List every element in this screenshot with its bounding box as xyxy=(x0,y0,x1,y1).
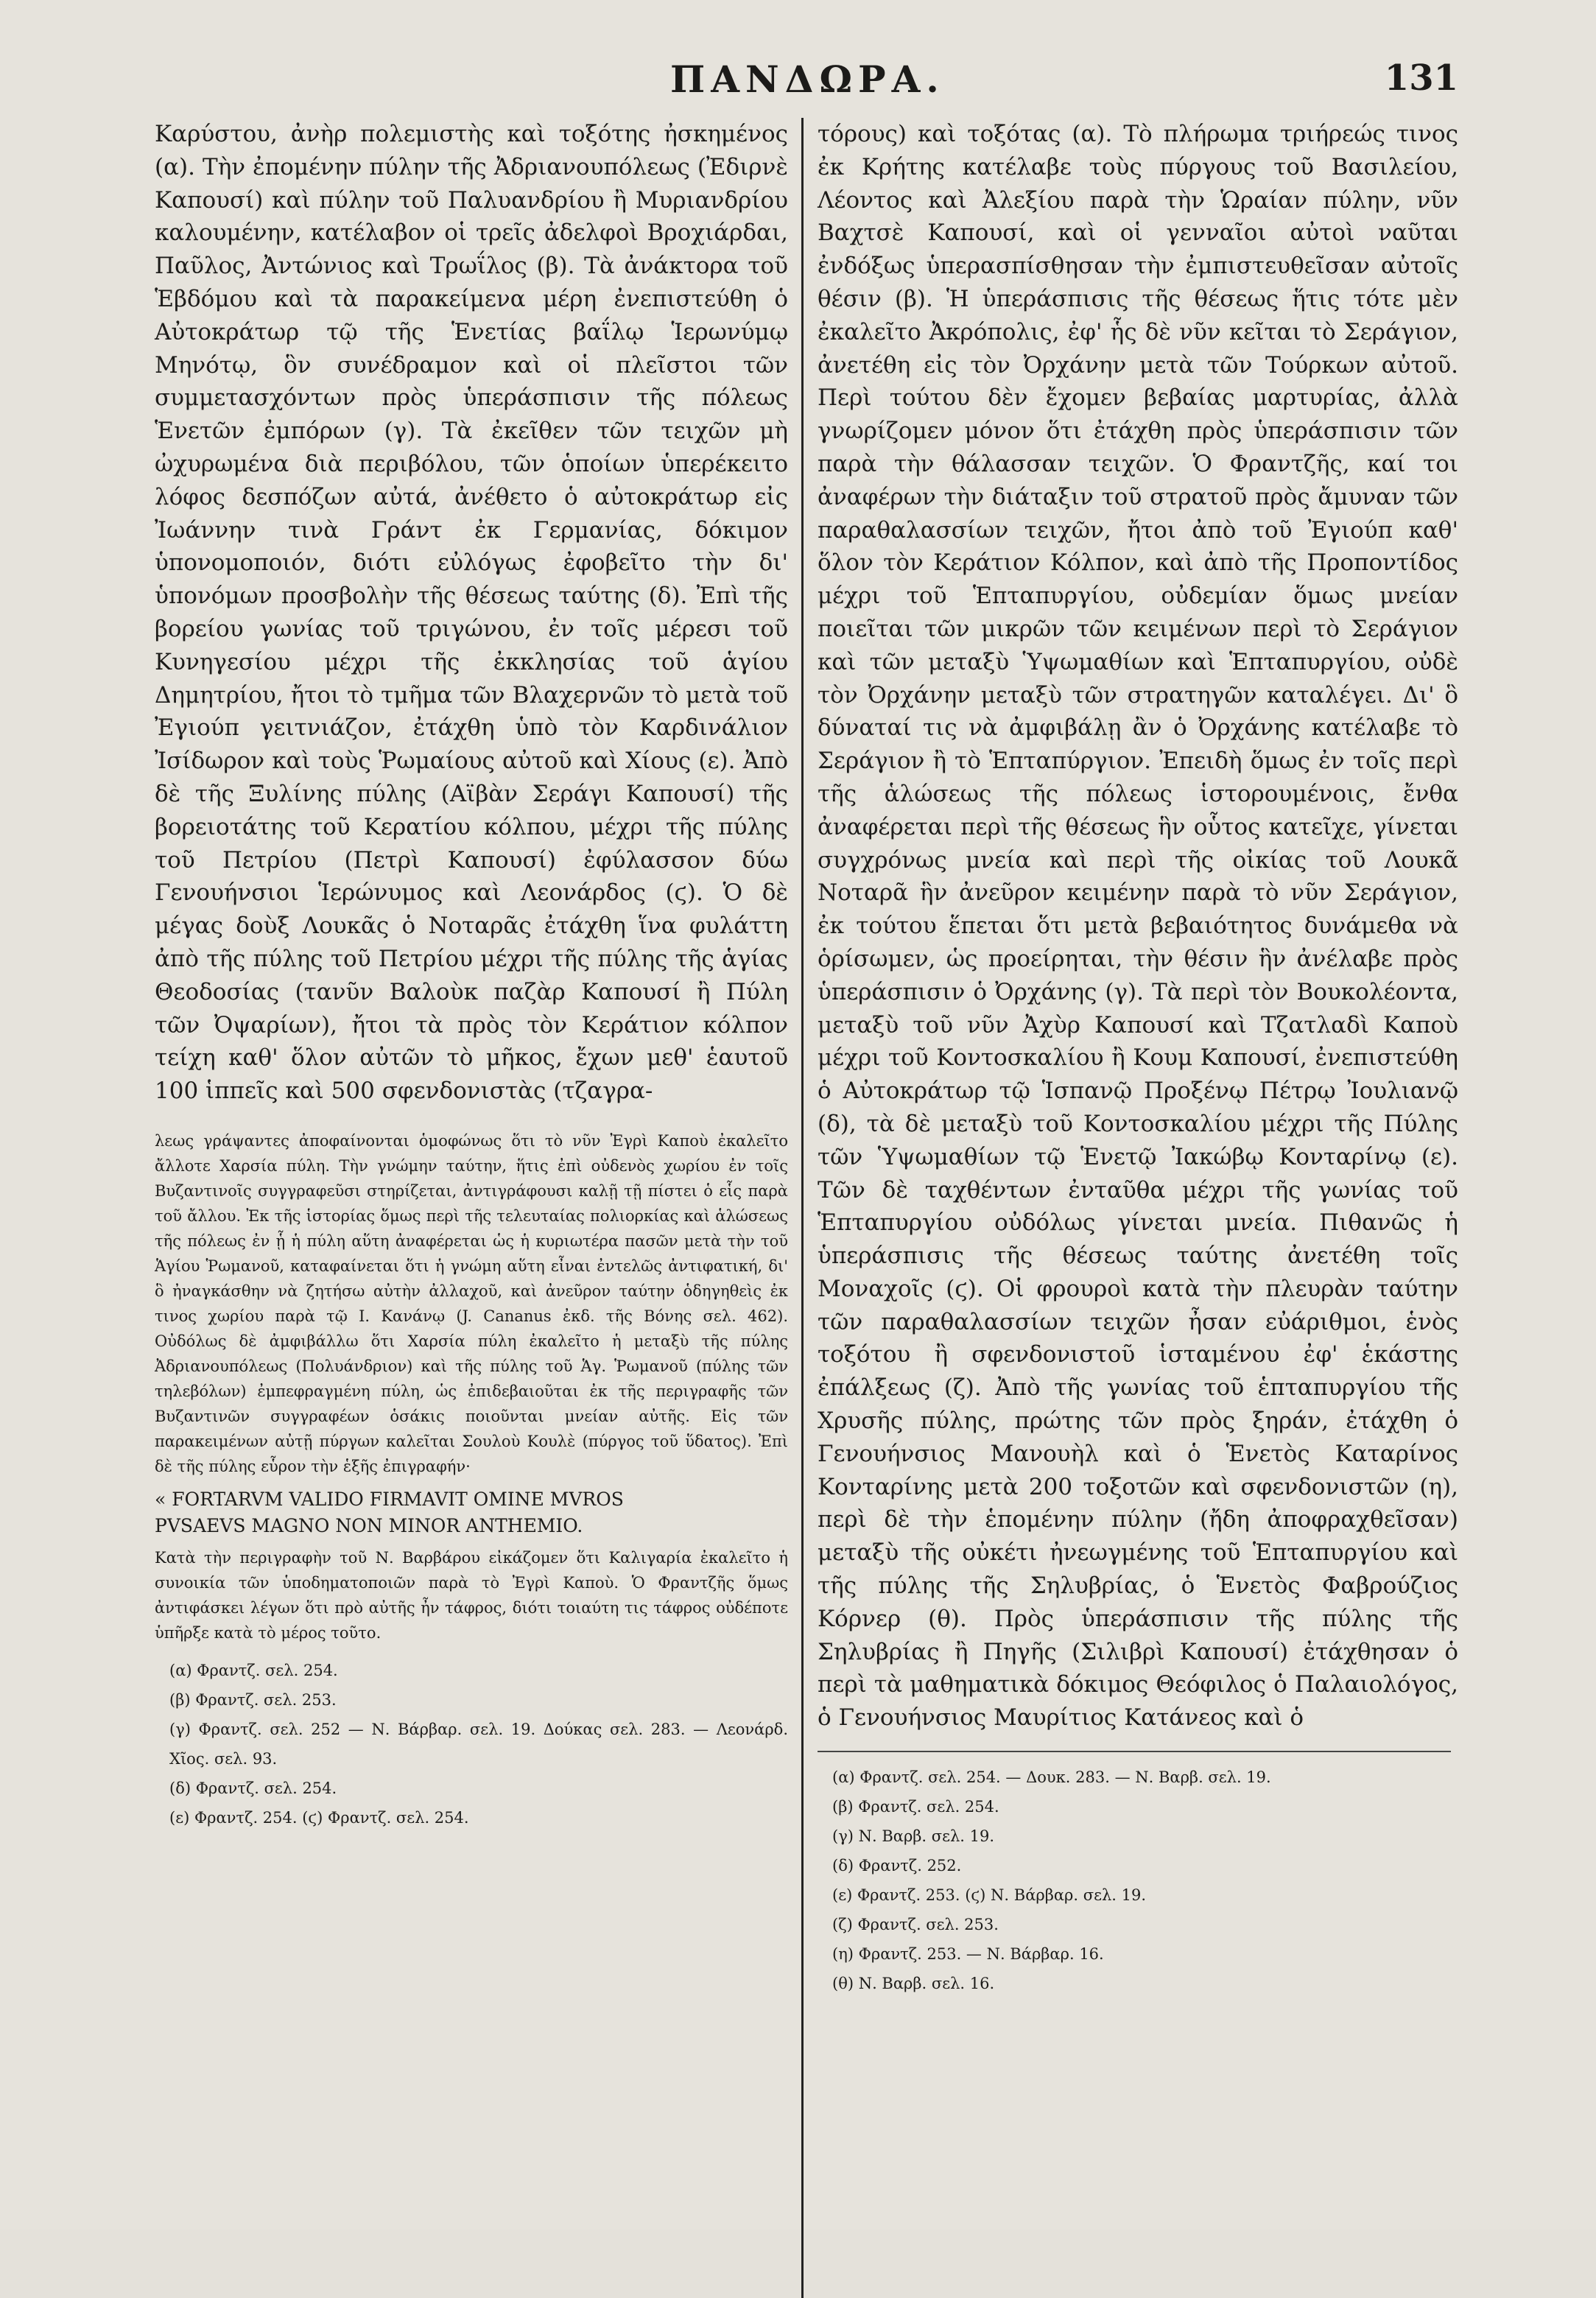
left-long-note xyxy=(155,1128,788,1833)
right-body-text xyxy=(818,118,1458,1735)
footnote-separator xyxy=(818,1751,1451,1752)
after-inscription-text: Κατὰ τὴν περιγραφὴν τοῦ Ν. Βαρβάρου εἰκάζομεν ὅτι Καλιγαρία ἐκαλεῖτο ἡ συνοικία τῶν ὑποδηματοποιῶν παρὰ τὸ Ἐγρὶ Καποὺ. Ὁ Φραντζῆς ὅμως ἀντιφάσκει λέγων ὅτι πρὸ αὐτῆς ἦν τάφρος, διότι τοιαύτη τις τάφρος οὐδέποτε ὑπῆρξε κατὰ τὸ μέρος τοῦτο. xyxy=(155,1548,788,1642)
left-body-text xyxy=(155,118,788,1108)
inscription-line-2: PVSAEVS MAGNO NON MINOR ANTHEMIO. xyxy=(155,1514,583,1536)
journal-title: ΠΑΝΔΩΡΑ. xyxy=(670,57,945,101)
right-body-paragraph: τόρους) καὶ τοξότας (α). Τὸ πλήρωμα τριήρεώς τινος ἐκ Κρήτης κατέλαβε τοὺς πύργους τοῦ Βασιλείου, Λέοντος καὶ Ἀλεξίου παρὰ τὴν Ὡραίαν πύλην, νῦν Βαχτσὲ Καπουσί, καὶ οἱ γενναῖοι αὐτοὶ ναῦται ἐνδόξως ὑπερασπίσθησαν τὴν ἐμπιστευθεῖσαν αὐτοῖς θέσιν (β). Ἡ ὑπεράσπισις τῆς θέσεως ἥτις τότε μὲν ἐκαλεῖτο Ἀκρόπολις, ἐφ' ἧς δὲ νῦν κεῖται τὸ Σεράγιον, ἀνετέθη εἰς τὸν Ὀρχάνην μετὰ τῶν Τούρκων αὐτοῦ. Περὶ τούτου δὲν ἔχομεν βεβαίας μαρτυρίας, ἀλλὰ γνωρίζομεν μόνον ὅτι ἐτάχθη πρὸς ὑπεράσπισιν τῶν παρὰ τὴν θάλασσαν τειχῶν. Ὁ Φραντζῆς, καί τοι ἀναφέρων τὴν διάταξιν τοῦ στρατοῦ πρὸς ἄμυναν τῶν παραθαλασσίων τειχῶν, ἤτοι ἀπὸ τοῦ Ἐγιούπ καθ' ὅλον τὸν Κεράτιον Κόλπον, καὶ ἀπὸ τῆς Προποντίδος μέχρι τοῦ Ἑπταπυργίου, οὐδεμίαν ὅμως μνείαν ποιεῖται τῶν μικρῶν τῶν κειμένων περὶ τὸ Σεράγιον καὶ τῶν μεταξὺ Ὑψωμαθίων καὶ Ἑπταπυργίου, οὐδὲ τὸν Ὀρχάνην μεταξὺ τῶν στρατηγῶν καταλέγει. Δι' ὃ δύναταί τις νὰ ἀμφιβάλῃ ἂν ὁ Ὀρχάνης κατέλαβε τὸ Σεράγιον ἢ τὸ Ἑπταπύργιον. Ἐπειδὴ ὅμως ἐν τοῖς περὶ τῆς ἁλώσεως τῆς πόλεως ἱστορουμένοις, ἔνθα ἀναφέρεται περὶ τῆς θέσεως ἣν οὗτος κατεῖχε, γίνεται συγχρόνως μνεία καὶ περὶ τῆς οἰκίας τοῦ Λουκᾶ Νοταρᾶ ἣν ἀνεῦρον κειμένην παρὰ τὸ νῦν Σεράγιον, ἐκ τούτου ἕπεται ὅτι μετὰ βεβαιότητος δυνάμεθα νὰ ὁρίσωμεν, ὡς προείρηται, τὴν θέσιν ἣν ἀνέλαβε πρὸς ὑπεράσπισιν ὁ Ὀρχάνης (γ). Τὰ περὶ τὸν Βουκολέοντα, μεταξὺ τοῦ νῦν Ἀχὺρ Καπουσί καὶ Τζατλαδὶ Καποὺ μέχρι τοῦ Κοντοσκαλίου ἢ Κουμ Καπουσί, ἐνεπιστεύθη ὁ Αὐτοκράτωρ τῷ Ἱσπανῷ Προξένῳ Πέτρῳ Ἰουλιανῷ (δ), τὰ δὲ μεταξὺ τοῦ Κοντοσκαλίου μέχρι τῆς Πύλης τῶν Ὑψωμαθίων τῷ Ἑνετῷ Ἰακώβῳ Κονταρίνῳ (ε). Τῶν δὲ ταχθέντων ἐνταῦθα μέχρι τῆς γωνίας τοῦ Ἑπταπυργίου οὐδόλως γίνεται μνεία. Πιθανῶς ἡ ὑπεράσπισις τῆς θέσεως ταύτης ἀνετέθη τοῖς Μοναχοῖς (ϛ). Οἱ φρουροὶ κατὰ τὴν πλευρὰν ταύτην τῶν παραθαλασσίων τειχῶν ἦσαν εὐάριθμοι, ἑνὸς τοξότου ἢ σφενδονιστοῦ ἱσταμένου ἐφ' ἑκάστης ἐπάλξεως (ζ). Ἀπὸ τῆς γωνίας τοῦ ἑπταπυργίου τῆς Χρυσῆς πύλης, πρώτης τῶν πρὸς ξηράν, ἐτάχθη ὁ Γενουήνσιος Μανουὴλ καὶ ὁ Ἑνετὸς Καταρίνος Κονταρίνης μετὰ 200 τοξοτῶν καὶ σφενδονιστῶν (η), περὶ δὲ τὴν ἑπομένην πύλην (ἤδη ἀποφραχθεῖσαν) μεταξὺ τῆς οὐκέτι ἠνεωγμένης τοῦ Ἑπταπυργίου καὶ τῆς πύλης τῆς Σηλυβρίας, ὁ Ἑνετὸς Φαβρούζιος Κόρνερ (θ). Πρὸς ὑπεράσπισιν τῆς πύλης τῆς Σηλυβρίας ἢ Πηγῆς (Σιλιβρὶ Καπουσί) ἐτάχθησαν ὁ περὶ τὰ μαθηματικὰ δόκιμος Θεόφιλος ὁ Παλαιολόγος, ὁ Γενουήνσιος Μαυρίτιος Κατάνεος καὶ ὁ xyxy=(818,121,1458,1732)
footnote-item: (δ) Φραντζ. σελ. 254. xyxy=(169,1779,337,1797)
page-number: 131 xyxy=(1384,57,1458,99)
page-header xyxy=(155,50,1458,109)
footnote-item: (γ) Φραντζ. σελ. 252 — Ν. Βάρβαρ. σελ. 19. Δούκας σελ. 283. — Λεονάρδ. Χῖος. σελ. 93. xyxy=(169,1720,788,1768)
footnote-item: (ε) Φραντζ. 253. (ϛ) Ν. Βάρβαρ. σελ. 19. xyxy=(832,1886,1147,1905)
footnote-item: (γ) Ν. Βαρβ. σελ. 19. xyxy=(832,1827,995,1846)
inscription-line-1: « FORTARVM VALIDO FIRMAVIT OMINE MVROS xyxy=(155,1488,624,1510)
footnote-item: (θ) Ν. Βαρβ. σελ. 16. xyxy=(832,1975,995,1993)
left-body-paragraph: Καρύστου, ἀνὴρ πολεμιστὴς καὶ τοξότης ἠσκημένος (α). Τὴν ἐπομένην πύλην τῆς Ἀδριανουπόλεως (Ἐδιρνὲ Καπουσί) καὶ πύλην τοῦ Παλυανδρίου ἢ Μυριανδρίου καλουμένην, κατέλαβον οἱ τρεῖς ἀδελφοὶ Βροχιάρδαι, Παῦλος, Ἀντώνιος καὶ Τρωΐλος (β). Τὰ ἀνάκτορα τοῦ Ἑβδόμου καὶ τὰ παρακείμενα μέρη ἐνεπιστεύθη ὁ Αὐτοκράτωρ τῷ τῆς Ἑνετίας βαΐλῳ Ἱερωνύμῳ Μηνότῳ, ὃν συνέδραμον καὶ οἱ πλεῖστοι τῶν συμμετασχόντων πρὸς ὑπεράσπισιν τῆς πόλεως Ἑνετῶν ἐμπόρων (γ). Τὰ ἐκεῖθεν τῶν τειχῶν μὴ ὠχυρωμένα διὰ περιβόλου, τῶν ὁποίων ὑπερέκειτο λόφος δεσπόζων αὐτά, ἀνέθετο ὁ αὐτοκράτωρ εἰς Ἰωάννην τινὰ Γράντ ἐκ Γερμανίας, δόκιμον ὑπονομοποιόν, διότι εὐλόγως ἐφοβεῖτο τὴν δι' ὑπονόμων προσβολὴν τῆς θέσεως ταύτης (δ). Ἐπὶ τῆς βορείου γωνίας τοῦ τριγώνου, ἐν τοῖς μέρεσι τοῦ Κυνηγεσίου μέχρι τῆς ἐκκλησίας τοῦ ἁγίου Δημητρίου, ἤτοι τὸ τμῆμα τῶν Βλαχερνῶν τὸ μετὰ τοῦ Ἐγιούπ γειτνιάζον, ἐτάχθη ὑπὸ τὸν Καρδινάλιον Ἰσίδωρον καὶ τοὺς Ῥωμαίους αὐτοῦ καὶ Χίους (ε). Ἀπὸ δὲ τῆς Ξυλίνης πύλης (Αϊβὰν Σεράγι Καπουσί) τῆς βορειοτάτης τοῦ Κερατίου κόλπου, μέχρι τῆς πύλης τοῦ Πετρίου (Πετρὶ Καπουσί) ἐφύλασσον δύω Γενουήνσιοι Ἱερώνυμος καὶ Λεονάρδος (ϛ). Ὁ δὲ μέγας δοὺξ Λουκᾶς ὁ Νοταρᾶς ἐτάχθη ἵνα φυλάττη ἀπὸ τῆς πύλης τοῦ Πετρίου μέχρι τῆς πύλης τῆς ἁγίας Θεοδοσίας (τανῦν Βαλοὺκ παζὰρ Καπουσί ἢ Πύλη τῶν Ὀψαρίων), ἤτοι τὰ πρὸς τὸν Κεράτιον κόλπον τείχη καθ' ὅλον αὐτῶν τὸ μῆκος, ἔχων μεθ' ἑαυτοῦ 100 ἱππεῖς καὶ 500 σφενδονιστὰς (τζαγρα- xyxy=(155,121,788,1105)
column-divider xyxy=(801,118,804,2298)
footnote-item: (ε) Φραντζ. 254. (ϛ) Φραντζ. σελ. 254. xyxy=(169,1808,469,1827)
right-column xyxy=(818,118,1458,1998)
left-note-text: λεως γράψαντες ἀποφαίνονται ὁμοφώνως ὅτι τὸ νῦν Ἐγρὶ Καποὺ ἐκαλεῖτο ἄλλοτε Χαρσία πύλη. Τὴν γνώμην ταύτην, ἥτις ἐπὶ οὐδενὸς χωρίου ἐν τοῖς Βυζαντινοῖς συγγραφεῦσι στηρίζεται, ἀντιγράφουσι καλῇ τῇ πίστει ὁ εἷς παρὰ τοῦ ἄλλου. Ἐκ τῆς ἱστορίας ὅμως περὶ τῆς τελευταίας πολιορκίας καὶ ἁλώσεως τῆς πόλεως ἐν ᾗ ἡ πύλη αὕτη ἀναφέρεται ὡς ἡ κυριωτέρα πασῶν μετὰ τὴν τοῦ Ἁγίου Ῥωμανοῦ, καταφαίνεται ὅτι ἡ γνώμη αὕτη εἶναι ἐντελῶς ἀντιφατική, δι' ὃ ἠναγκάσθην νὰ ζητήσω αὐτὴν ἀλλαχοῦ, καὶ ἀνεῦρον ταύτην ὁδηγηθεὶς ἐκ τινος χωρίου παρὰ τῷ Ι. Κανάνῳ (J. Cananus ἐκδ. τῆς Βόνης σελ. 462). Οὐδόλως δὲ ἀμφιβάλλω ὅτι Χαρσία πύλη ἐκαλεῖτο ἡ μεταξὺ τῆς πύλης Ἀδριανουπόλεως (Πολυάνδριον) καὶ τῆς πύλης τοῦ Ἁγ. Ῥωμανοῦ (πύλης τῶν τηλεβόλων) ἐμπεφραγμένη πύλη, ὡς ἐπιδεβαιοῦται ἐκ τῆς περιγραφῆς τῶν Βυζαντινῶν συγγραφέων ὁσάκις ποιοῦνται μνείαν αὐτῆς. Εἰς τῶν παρακειμένων αὐτῇ πύργων καλεῖται Σουλοὺ Κουλὲ (πύργος τοῦ ὕδατος). Ἐπὶ δὲ τῆς πύλης εὗρον τὴν ἑξῆς ἐπιγραφήν· xyxy=(155,1131,788,1475)
left-footnotes xyxy=(155,1656,788,1833)
footnote-item: (δ) Φραντζ. 252. xyxy=(832,1857,962,1875)
footnote-item: (η) Φραντζ. 253. — Ν. Βάρβαρ. 16. xyxy=(832,1945,1104,1964)
footnote-item: (ζ) Φραντζ. σελ. 253. xyxy=(832,1916,999,1934)
footnote-item: (β) Φραντζ. σελ. 254. xyxy=(832,1798,999,1816)
latin-inscription xyxy=(155,1486,788,1539)
footnote-item: (α) Φραντζ. σελ. 254. — Δουκ. 283. — Ν. Βαρβ. σελ. 19. xyxy=(832,1768,1271,1787)
footnote-item: (α) Φραντζ. σελ. 254. xyxy=(169,1661,338,1679)
right-footnotes xyxy=(818,1763,1458,1998)
footnote-item: (β) Φραντζ. σελ. 253. xyxy=(169,1690,337,1709)
left-column xyxy=(155,118,788,1833)
